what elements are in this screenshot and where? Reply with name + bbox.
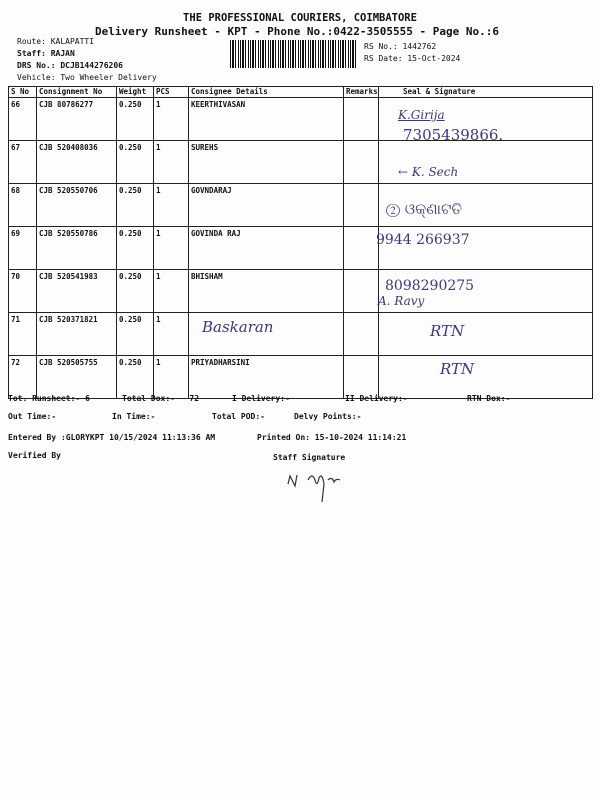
verified-by: Verified By: [8, 451, 61, 460]
row-remarks: [344, 184, 379, 227]
route-label: Route: KALAPATTI: [17, 37, 95, 46]
handwritten-phone-66: 7305439866.: [403, 126, 504, 144]
row-consignee: BHISHAM: [189, 270, 344, 313]
rs-date: RS Date: 15-Oct-2024: [364, 54, 461, 63]
printed-on: Printed On: 15-10-2024 11:14:21: [257, 433, 407, 442]
delvy-points: Delvy Points:-: [294, 412, 362, 421]
row-sno: 70: [9, 270, 37, 313]
col-weight: Weight: [117, 87, 154, 98]
row-pcs: 1: [154, 313, 189, 356]
row-remarks: [344, 356, 379, 399]
i-delivery: I Delivery:-: [232, 394, 290, 403]
rtn-dox: RTN Dox:-: [467, 394, 511, 403]
company-title: THE PROFESSIONAL COURIERS, COIMBATORE: [183, 12, 417, 24]
staff-signature-label: Staff Signature: [273, 453, 346, 462]
col-pcs: PCS: [154, 87, 189, 98]
row-pcs: 1: [154, 227, 189, 270]
row-consignment: CJB 520371821: [37, 313, 117, 356]
table-row: [9, 270, 593, 313]
row-pcs: 1: [154, 184, 189, 227]
row-consignment: CJB 520541983: [37, 270, 117, 313]
col-consignment: Consignment No: [37, 87, 117, 98]
runsheet-table: [8, 86, 593, 399]
row-consignee: GOVNDARAJ: [189, 184, 344, 227]
row-consignee: SUREHS: [189, 141, 344, 184]
table-row: [9, 313, 593, 356]
row-consignee: PRIYADHARSINI: [189, 356, 344, 399]
row-weight: 0.250: [117, 98, 154, 141]
row-weight: 0.250: [117, 313, 154, 356]
in-time: In Time:-: [112, 412, 156, 421]
row-consignment: CJB 520550786: [37, 227, 117, 270]
entered-by: Entered By :GLORYKPT 10/15/2024 11:13:36 AM: [8, 433, 216, 442]
ii-delivery: II Delivery:-: [345, 394, 408, 403]
row-consignee: GOVINDA RAJ: [189, 227, 344, 270]
out-time: Out Time:-: [8, 412, 57, 421]
row-weight: 0.250: [117, 141, 154, 184]
row-consignment: CJB 520408036: [37, 141, 117, 184]
drs-number: DRS No.: DCJB144276206: [17, 61, 123, 70]
handwritten-phone-70: 8098290275: [385, 278, 475, 294]
staff-label: Staff: RAJAN: [17, 49, 75, 58]
row-sno: 68: [9, 184, 37, 227]
col-seal-signature: Seal & Signature: [379, 87, 593, 98]
table-row: [9, 98, 593, 141]
row-consignment: CJB 80786277: [37, 98, 117, 141]
tot-runsheet: Tot. Runsheet:- 6: [8, 394, 90, 403]
row-remarks: [344, 141, 379, 184]
table-row: [9, 184, 593, 227]
row-signature: [379, 356, 593, 399]
col-remarks: Remarks: [344, 87, 379, 98]
table-row: [9, 227, 593, 270]
table-header-row: [9, 87, 593, 98]
row-sno: 67: [9, 141, 37, 184]
total-pod: Total POD:-: [212, 412, 265, 421]
handwritten-name-71: Baskaran: [202, 318, 274, 336]
row-weight: 0.250: [117, 184, 154, 227]
handwritten-signature-70: A. Ravy: [378, 294, 425, 308]
col-sno: S No: [9, 87, 37, 98]
row-pcs: 1: [154, 270, 189, 313]
row-consignment: CJB 520550706: [37, 184, 117, 227]
row-remarks: [344, 270, 379, 313]
row-sno: 72: [9, 356, 37, 399]
table-row: [9, 141, 593, 184]
row-sno: 71: [9, 313, 37, 356]
table-row: [9, 356, 593, 399]
row-pcs: 1: [154, 141, 189, 184]
row-sno: 69: [9, 227, 37, 270]
row-pcs: 1: [154, 356, 189, 399]
staff-signature-scribble: [286, 470, 356, 506]
col-consignee: Consignee Details: [189, 87, 344, 98]
row-weight: 0.250: [117, 227, 154, 270]
row-remarks: [344, 313, 379, 356]
total-dox: Total Dox:- 72: [122, 394, 200, 403]
row-remarks: [344, 227, 379, 270]
rs-number: RS No.: 1442762: [364, 42, 437, 51]
handwritten-signature-68: ② ଓକ୍ଣାଟତି: [386, 200, 463, 218]
row-consignment: CJB 520505755: [37, 356, 117, 399]
row-sno: 66: [9, 98, 37, 141]
row-weight: 0.250: [117, 356, 154, 399]
row-remarks: [344, 98, 379, 141]
handwritten-signature-67: ← K. Sech: [398, 165, 459, 179]
handwritten-rtn-71: RTN: [430, 322, 465, 340]
vehicle-label: Vehicle: Two Wheeler Delivery: [17, 73, 157, 82]
handwritten-signature-66: K.Girija: [398, 108, 445, 122]
row-signature: [379, 313, 593, 356]
row-weight: 0.250: [117, 270, 154, 313]
row-pcs: 1: [154, 98, 189, 141]
row-consignee: KEERTHIVASAN: [189, 98, 344, 141]
handwritten-rtn-72: RTN: [440, 360, 475, 378]
handwritten-phone-69: 9944 266937: [376, 232, 470, 248]
barcode-image: [230, 40, 358, 68]
runsheet-title: Delivery Runsheet - KPT - Phone No.:0422-3505555 - Page No.:6: [95, 25, 499, 38]
